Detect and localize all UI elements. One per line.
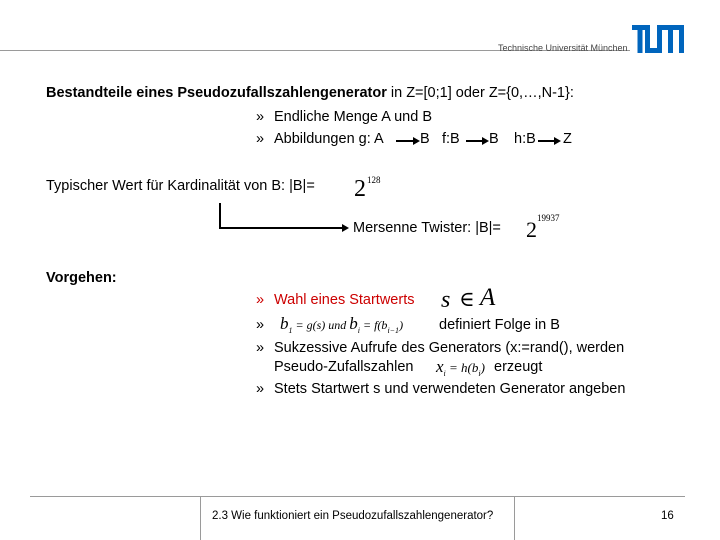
procedure-pseudo-numbers: Pseudo-Zufallszahlen (274, 359, 414, 375)
math-x: x (436, 357, 444, 376)
bracket-vertical-line (219, 203, 221, 228)
component-mappings-f: f:B (442, 131, 460, 147)
math-s: s (441, 287, 451, 313)
bullet-marker: » (256, 131, 265, 147)
tum-logo (632, 25, 684, 53)
bullet-marker: » (256, 381, 265, 397)
bullet-marker: » (256, 109, 265, 125)
bullet-marker: » (256, 340, 265, 356)
math-eq: = g(s) und (292, 318, 350, 332)
bullet-marker: » (256, 317, 265, 333)
component-finite-sets: Endliche Menge A und B (274, 109, 433, 125)
component-mappings-b2: B (489, 131, 499, 147)
mersenne-label: Mersenne Twister: |B|= (353, 220, 501, 236)
mersenne-base: 2 (526, 217, 537, 242)
cardinality-base: 2 (354, 176, 366, 202)
component-mappings-prefix: Abbildungen g: A (274, 131, 384, 147)
procedure-generated: erzeugt (494, 359, 543, 375)
math-close: ) (399, 318, 404, 332)
math-sub: i (357, 325, 360, 335)
cardinality-exponent: 128 (367, 175, 381, 185)
slide-title-rest: in Z=[0;1] oder Z={0,…,N-1}: (386, 85, 574, 101)
procedure-document-seed: Stets Startwert s und verwendeten Generator angeben (274, 381, 626, 397)
page-number: 16 (661, 510, 674, 522)
math-b: b (280, 314, 289, 333)
math-b: b (349, 314, 358, 333)
math-element-of: ∈ (459, 287, 475, 311)
math-eq: = h(b (445, 360, 479, 375)
math-sub: 1 (288, 325, 293, 335)
cardinality-label: Typischer Wert für Kardinalität von B: |B|= (46, 178, 315, 194)
math-xi-definition (436, 357, 485, 378)
procedure-sequence-text: definiert Folge in B (439, 317, 560, 333)
procedure-heading: Vorgehen: (46, 270, 117, 286)
math-close: ) (480, 360, 485, 375)
bracket-horizontal-arrow (219, 227, 344, 229)
math-sequence-definition (280, 314, 403, 335)
component-mappings-b1: B (420, 131, 430, 147)
bullet-marker: » (256, 292, 265, 308)
arrow-g-head (413, 137, 420, 145)
bracket-arrow-head (342, 224, 349, 232)
math-sub: i (478, 368, 481, 378)
arrow-f-head (482, 137, 489, 145)
university-name: Technische Universität München (498, 43, 628, 53)
slide-title-bold: Bestandteile eines Pseudozufallszahlengenerator (46, 85, 387, 101)
component-mappings-z: Z (563, 131, 572, 147)
math-A: A (480, 284, 496, 311)
math-sub: i−1 (387, 325, 400, 335)
component-mappings-h: h:B (514, 131, 536, 147)
footer-title: 2.3 Wie funktioniert ein Pseudozufallszahlengenerator? (212, 510, 494, 522)
arrow-h-head (554, 137, 561, 145)
procedure-successive-calls: Sukzessive Aufrufe des Generators (x:=rand(), werden (274, 340, 625, 356)
math-eq: = f(b (360, 318, 388, 332)
mersenne-exponent: 19937 (537, 213, 560, 223)
slide-title (46, 85, 574, 101)
procedure-start-value: Wahl eines Startwerts (274, 292, 415, 308)
math-sub: i (443, 368, 446, 378)
